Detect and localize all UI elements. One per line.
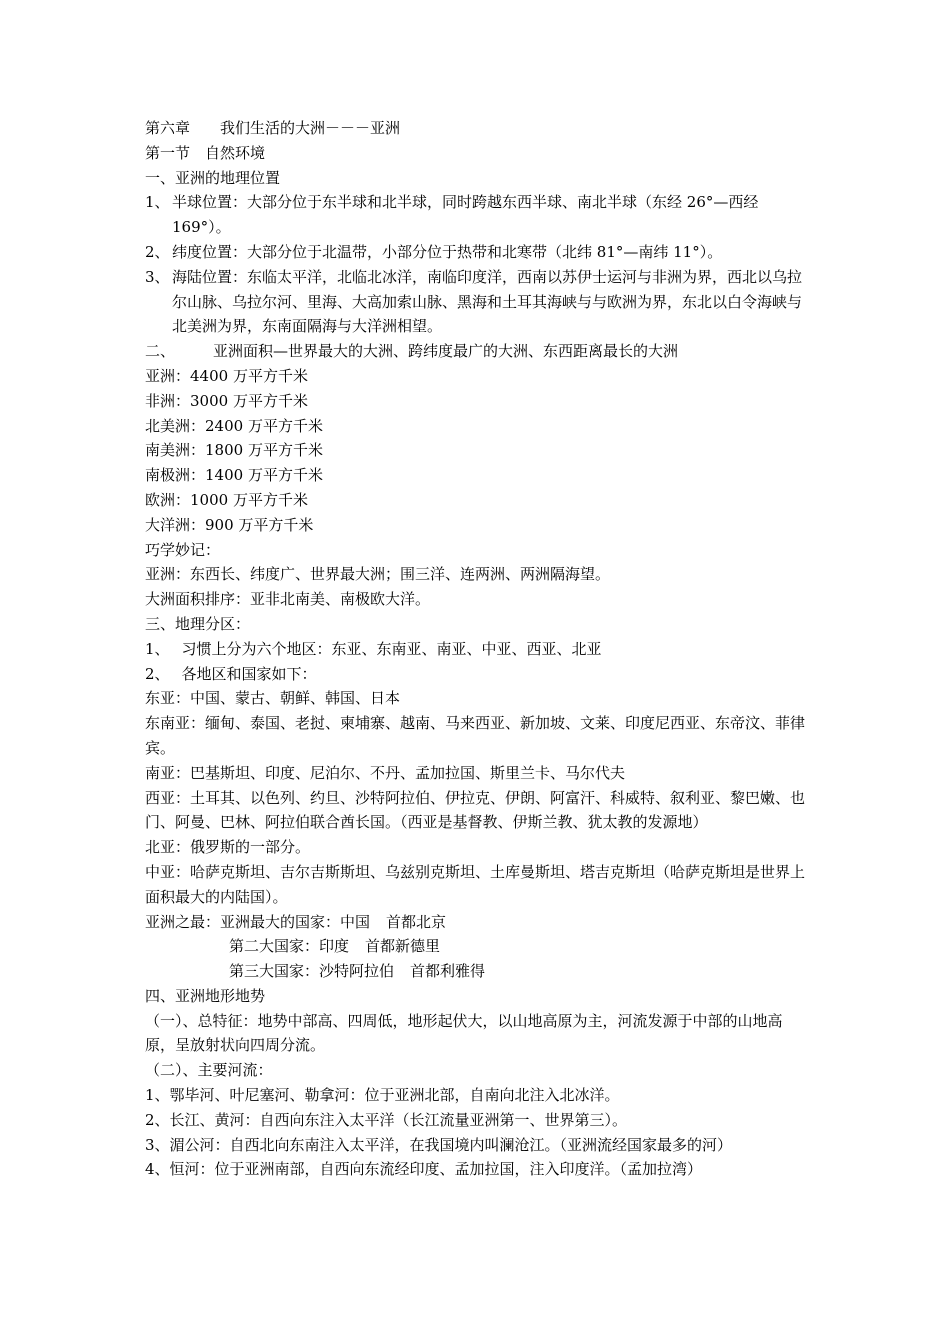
most-capital: 首都新德里 xyxy=(365,937,441,956)
chapter-title xyxy=(145,116,810,141)
list-item-text: 纬度位置：大部分位于北温带，小部分位于热带和北寒带（北纬 81°—南纬 11°）。 xyxy=(172,242,723,261)
river-item: 1、鄂毕河、叶尼塞河、勒拿河：位于亚洲北部，自南向北注入北冰洋。 xyxy=(145,1086,620,1105)
most-rank: 第二大国家：印度 xyxy=(229,937,350,956)
most-capital: 首都利雅得 xyxy=(410,962,486,981)
section-title-text: 自然环境 xyxy=(205,143,266,162)
most-rank: 第三大国家：沙特阿拉伯 xyxy=(229,962,395,981)
region-paragraph: 东南亚：缅甸、泰国、老挝、柬埔寨、越南、马来西亚、新加坡、文莱、印度尼西亚、东帝汶、菲律宾。 xyxy=(145,714,806,757)
list-item-number: 2、 xyxy=(145,242,170,261)
list-item xyxy=(145,190,810,240)
part2-number: 二、 xyxy=(145,342,176,361)
list-item-text: 各地区和国家如下： xyxy=(181,664,317,683)
river-item: 2、长江、黄河：自西向东注入太平洋（长江流量亚洲第一、世界第三）。 xyxy=(145,1110,628,1129)
asia-most-row xyxy=(145,910,810,935)
chapter-label: 第六章 xyxy=(145,119,191,137)
list-item-number: 2、 xyxy=(145,664,170,683)
river-item: 4、恒河：位于亚洲南部，自西向东流经印度、孟加拉国，注入印度洋。（孟加拉湾） xyxy=(145,1160,703,1179)
document-page xyxy=(145,116,810,1182)
region-paragraph: 东亚：中国、蒙古、朝鲜、韩国、日本 xyxy=(145,689,401,708)
section-title xyxy=(145,141,810,166)
list-item-number: 1、 xyxy=(145,639,170,658)
asia-most-label: 亚洲之最： xyxy=(145,912,221,931)
rivers-heading: （二）、主要河流： xyxy=(145,1061,273,1080)
area-row: 南美洲：1800 万平方千米 xyxy=(145,441,323,460)
section-label: 第一节 xyxy=(145,143,191,162)
river-item: 3、湄公河：自西北向东南注入太平洋，在我国境内叫澜沧江。（亚洲流经国家最多的河） xyxy=(145,1135,733,1154)
region-paragraph: 西亚：土耳其、以色列、约旦、沙特阿拉伯、伊拉克、伊朗、阿富汗、科威特、叙利亚、黎巴嫩、也门、阿曼、巴林、阿拉伯联合酋长国。（西亚是基督教、伊斯兰教、犹太教的发源地） xyxy=(145,788,806,832)
part4-heading: 四、亚洲地形地势 xyxy=(145,986,266,1005)
part1-heading: 一、亚洲的地理位置 xyxy=(145,168,281,187)
tip-line: 亚洲：东西长、纬度广、世界最大洲；围三洋、连两洲、两洲隔海望。 xyxy=(145,565,611,584)
list-item-number: 1、 xyxy=(145,193,170,212)
list-item-number: 3、 xyxy=(145,267,170,286)
feature-paragraph: （一）、总特征：地势中部高、四周低，地形起伏大，以山地高原为主，河流发源于中部的山地高原，呈放射状向四周分流。 xyxy=(145,1011,783,1055)
list-item-text: 海陆位置：东临太平洋，北临北冰洋，南临印度洋，西南以苏伊士运河与非洲为界，西北以乌拉尔山脉、乌拉尔河、里海、大高加索山脉、黑海和土耳其海峡与与欧洲为界，东北以白令海峡与北美洲为界，东南面隔海与大洋洲相望。 xyxy=(172,267,803,336)
list-item-text: 习惯上分为六个地区：东亚、东南亚、南亚、中亚、西亚、北亚 xyxy=(181,639,602,658)
asia-most-row xyxy=(145,959,810,984)
region-paragraph: 北亚：俄罗斯的一部分。 xyxy=(145,838,311,857)
tips-title: 巧学妙记： xyxy=(145,540,221,559)
chapter-title-text: 我们生活的大洲－－－亚洲 xyxy=(220,119,401,137)
region-paragraph: 中亚：哈萨克斯坦、吉尔吉斯斯坦、乌兹别克斯坦、土库曼斯坦、塔吉克斯坦（哈萨克斯坦是世界上面积最大的内陆国）。 xyxy=(145,862,806,906)
area-row: 亚洲：4400 万平方千米 xyxy=(145,366,308,385)
area-row: 欧洲：1000 万平方千米 xyxy=(145,490,308,509)
list-item xyxy=(145,637,810,662)
region-paragraph: 南亚：巴基斯坦、印度、尼泊尔、不丹、孟加拉国、斯里兰卡、马尔代夫 xyxy=(145,763,626,782)
area-row: 大洋洲：900 万平方千米 xyxy=(145,515,314,534)
asia-most-row xyxy=(145,934,810,959)
list-item xyxy=(145,240,810,265)
list-item xyxy=(145,662,810,687)
part3-heading: 三、地理分区： xyxy=(145,614,251,633)
part2-heading-text: 亚洲面积—世界最大的大洲、跨纬度最广的大洲、东西距离最长的大洲 xyxy=(213,342,679,361)
most-rank: 亚洲最大的国家：中国 xyxy=(220,912,371,931)
part2-heading xyxy=(145,339,810,364)
most-capital: 首都北京 xyxy=(386,912,447,931)
tip-line: 大洲面积排序：亚非北南美、南极欧大洋。 xyxy=(145,590,431,609)
area-row: 南极洲：1400 万平方千米 xyxy=(145,466,323,485)
list-item xyxy=(145,265,810,339)
list-item-text: 半球位置：大部分位于东半球和北半球，同时跨越东西半球、南北半球（东经 26°—西经 169°）。 xyxy=(172,193,759,237)
area-row: 北美洲：2400 万平方千米 xyxy=(145,416,323,435)
area-row: 非洲：3000 万平方千米 xyxy=(145,391,308,410)
